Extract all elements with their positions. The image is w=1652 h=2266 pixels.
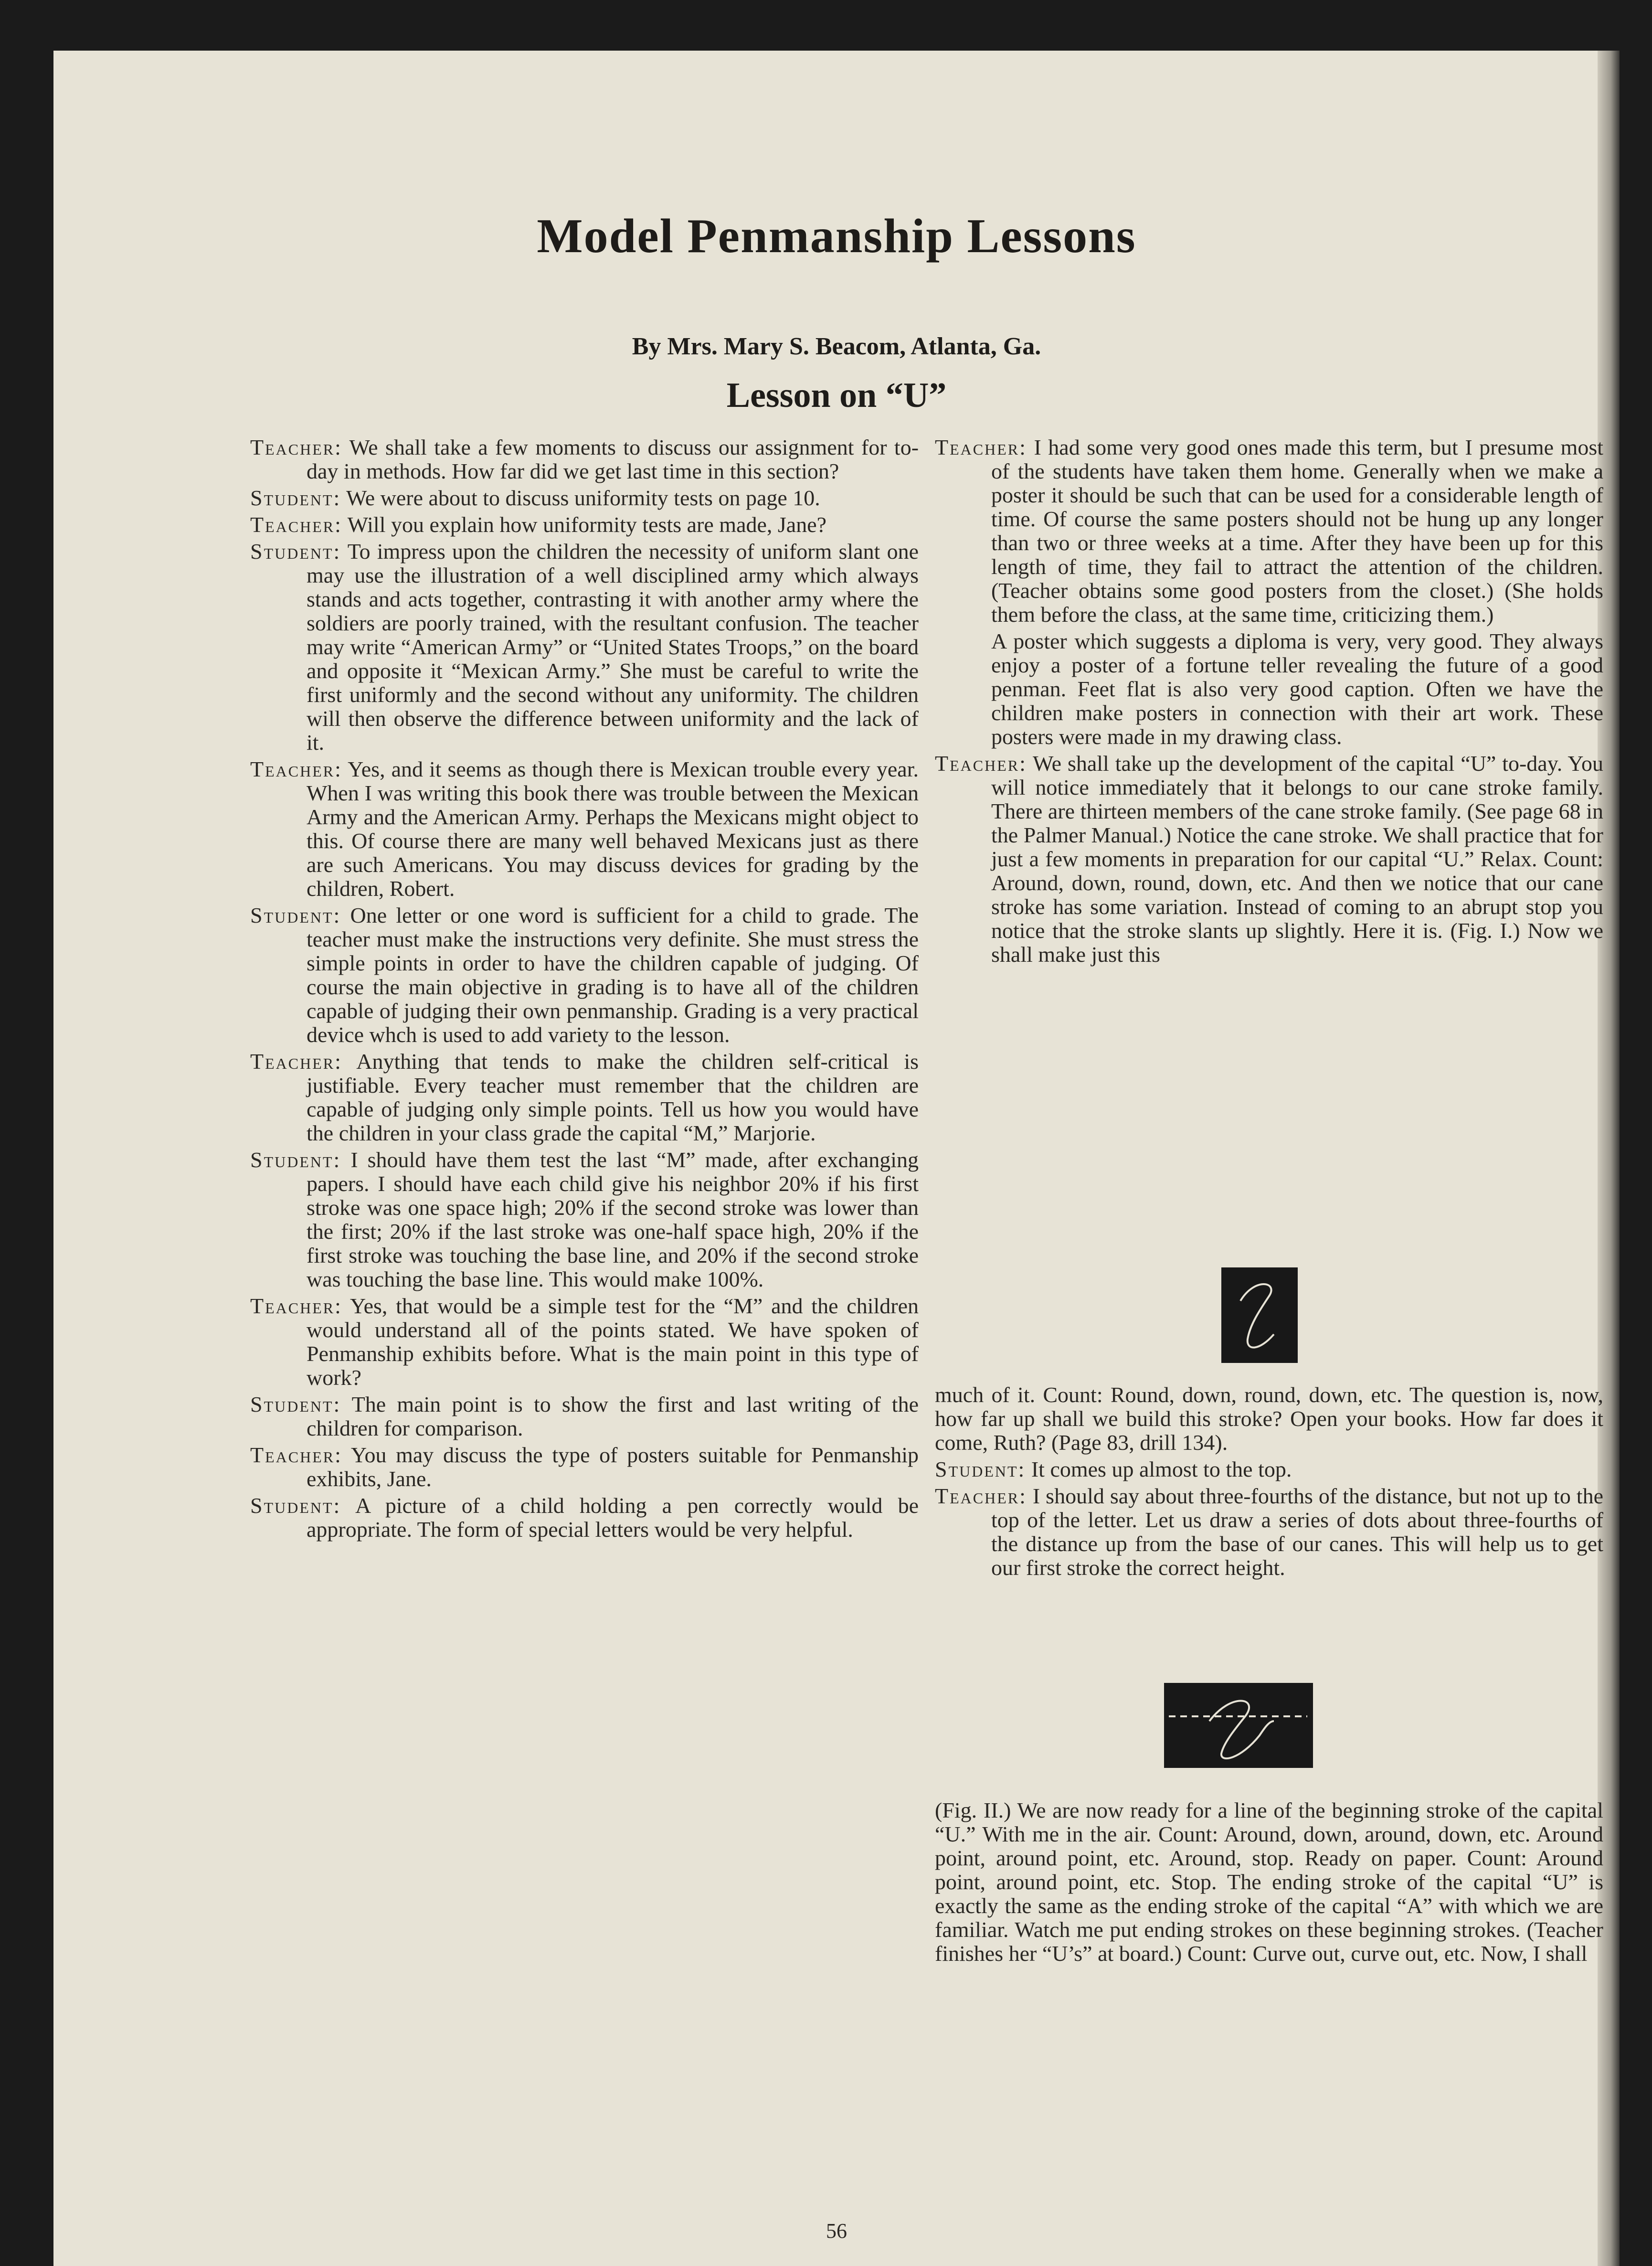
speaker-label: Student: <box>250 1493 341 1518</box>
article-title: Model Penmanship Lessons <box>537 209 1136 263</box>
speaker-label: Teacher: <box>935 1484 1027 1508</box>
paragraph-text: You may discuss the type of posters suitable for Penmanship exhibits, Jane. <box>307 1443 919 1491</box>
right-column-top <box>935 436 1603 969</box>
speaker-label: Student: <box>250 486 341 510</box>
dialogue-paragraph <box>250 1393 919 1440</box>
paragraph-text: We were about to discuss uniformity tests on page 10. <box>346 486 820 510</box>
speaker-label: Teacher: <box>250 1049 342 1074</box>
dialogue-paragraph <box>250 1443 919 1491</box>
dialogue-paragraph <box>250 1294 919 1390</box>
speaker-label: Student: <box>250 1148 341 1172</box>
speaker-label: Teacher: <box>250 1443 342 1467</box>
paragraph-text: Will you explain how uniformity tests are made, Jane? <box>347 512 827 537</box>
dialogue-paragraph <box>250 486 919 510</box>
right-column-bottom <box>935 1798 1603 1968</box>
speaker-label: Student: <box>935 1457 1026 1481</box>
paragraph-text: We shall take a few moments to discuss our assignment for to-day in methods. How far did we get last time in this section? <box>307 435 919 483</box>
dialogue-paragraph <box>250 513 919 537</box>
speaker-label: Student: <box>250 1392 341 1416</box>
speaker-label: Student: <box>250 903 341 927</box>
left-column <box>250 436 919 1544</box>
dialogue-paragraph <box>250 1050 919 1145</box>
paragraph-text: I had some very good ones made this term, but I presume most of the students have taken them home. Generally when we make a poster it should be such that can be used for a considerable length of time. Of course the same posters should not be hung up any longer than two or three weeks at a time. After they have been up for this length of time, they fail to attract the attention of the children. (Teacher obtains some good posters from the closet.) (She holds them before the class, at the same time, criticizing them.) <box>991 435 1604 627</box>
paragraph-text: (Fig. II.) We are now ready for a line of the beginning stroke of the capital “U.” With me in the air. Count: Around, down, around, down, etc. Around point, around point, etc. Around, stop. Ready on paper. Count: Around point, around point, etc. Stop. The ending stroke of the capital “U” is exactly the same as the ending stroke of the capital “A” with which we are familiar. Watch me put ending strokes on these beginning strokes. (Teacher finishes her “U’s” at board.) Count: Curve out, curve out, etc. Now, I shall <box>935 1798 1603 1966</box>
figure-2-dotted-guide-image <box>1164 1683 1313 1768</box>
right-column-middle <box>935 1383 1603 1583</box>
paragraph-text: To impress upon the children the necessity of uniform slant one may use the illustration of a well disciplined army which always stands and acts together, contrasting it with another army where the soldiers are poorly trained, with the resultant confusion. The teacher may write “American Army” or “United States Troops,” on the board and opposite it “Mexican Army.” She must be careful to write the first uniformly and the second without any uniformity. The children will then observe the difference between uniformity and the lack of it. <box>307 539 919 755</box>
dialogue-paragraph <box>250 436 919 483</box>
dialogue-paragraph <box>250 1494 919 1542</box>
paragraph-text: much of it. Count: Round, down, round, down, etc. The question is, now, how far up shall we build this stroke? Open your books. How far does it come, Ruth? (Page 83, drill 134). <box>935 1383 1603 1455</box>
paragraph-text: Yes, and it seems as though there is Mexican trouble every year. When I was writing this book there was trouble between the Mexican Army and the American Army. Perhaps the Mexicans might object to this. Of course there are many well behaved Mexicans just as there are such Americans. You may discuss devices for grading by the children, Robert. <box>307 757 919 901</box>
dialogue-paragraph <box>935 629 1603 749</box>
dialogue-paragraph <box>935 752 1603 967</box>
article-byline: By Mrs. Mary S. Beacom, Atlanta, Ga. <box>632 333 1041 360</box>
paragraph-text: I should have them test the last “M” made, after exchanging papers. I should have each child give his neighbor 20% if his first stroke was one space high; 20% if the second stroke was lower than the first; 20% if the last stroke was one-half space high, 20% if the first stroke was touching the base line, and 20% if the second stroke was touching the base line. This would make 100%. <box>307 1148 919 1291</box>
figure-1-cane-stroke-image <box>1221 1267 1298 1363</box>
speaker-label: Student: <box>250 539 341 564</box>
paragraph-text: Yes, that would be a simple test for the “M” and the children would understand all of the points stated. We have spoken of Penmanship exhibits before. What is the main point in this type of work? <box>307 1294 919 1390</box>
paragraph-text: We shall take up the development of the capital “U” to-day. You will notice immediately that it belongs to our cane stroke family. There are thirteen members of the cane stroke family. (See page 68 in the Palmer Manual.) Notice the cane stroke. We shall practice that for just a few moments in preparation for our capital “U.” Relax. Count: Around, down, round, down, etc. And then we notice that our cane stroke has some variation. Instead of coming to an abrupt stop you notice that the stroke slants up slightly. Here it is. (Fig. I.) Now we shall make just this <box>991 751 1604 967</box>
speaker-label: Teacher: <box>250 435 342 459</box>
paragraph-text: I should say about three-fourths of the distance, but not up to the top of the letter. Let us draw a series of dots about three-fourths of the distance up from the base of our canes. This will help us to get our first stroke the correct height. <box>991 1484 1603 1580</box>
dialogue-paragraph <box>250 904 919 1047</box>
paragraph-text: A picture of a child holding a pen correctly would be appropriate. The form of special letters would be very helpful. <box>307 1493 919 1542</box>
dialogue-paragraph <box>250 540 919 755</box>
dialogue-paragraph <box>250 757 919 901</box>
magazine-page <box>53 51 1620 2266</box>
dialogue-paragraph <box>935 436 1603 627</box>
dialogue-paragraph <box>935 1798 1603 1966</box>
speaker-label: Teacher: <box>250 512 342 537</box>
paragraph-text: A poster which suggests a diploma is very, very good. They always enjoy a poster of a fortune teller revealing the future of a good penman. Feet flat is also very good caption. Often we have the children make posters in connection with their art work. These posters were made in my drawing class. <box>991 629 1603 749</box>
dialogue-paragraph <box>935 1484 1603 1580</box>
paragraph-text: The main point is to show the first and last writing of the children for comparison. <box>307 1392 919 1440</box>
dialogue-paragraph <box>935 1383 1603 1455</box>
paragraph-text: It comes up almost to the top. <box>1031 1457 1292 1481</box>
speaker-label: Teacher: <box>935 751 1027 776</box>
speaker-label: Teacher: <box>250 757 342 781</box>
paragraph-text: One letter or one word is sufficient for a child to grade. The teacher must make the instructions very definite. She must stress the simple points in order to have the children capable of judging. Of course the main objective in grading is to have all of the children capable of judging their own penmanship. Grading is a very practical device whch is used to add variety to the lesson. <box>307 903 919 1047</box>
paragraph-text: Anything that tends to make the children self-critical is justifiable. Every teacher must remember that the children are capable of judging only simple points. Tell us how you would have the children in your class grade the capital “M,” Marjorie. <box>307 1049 919 1145</box>
dialogue-paragraph <box>935 1457 1603 1481</box>
speaker-label: Teacher: <box>250 1294 342 1318</box>
page-number: 56 <box>826 2219 847 2243</box>
speaker-label: Teacher: <box>935 435 1027 459</box>
lesson-heading: Lesson on “U” <box>726 376 947 415</box>
dialogue-paragraph <box>250 1148 919 1291</box>
